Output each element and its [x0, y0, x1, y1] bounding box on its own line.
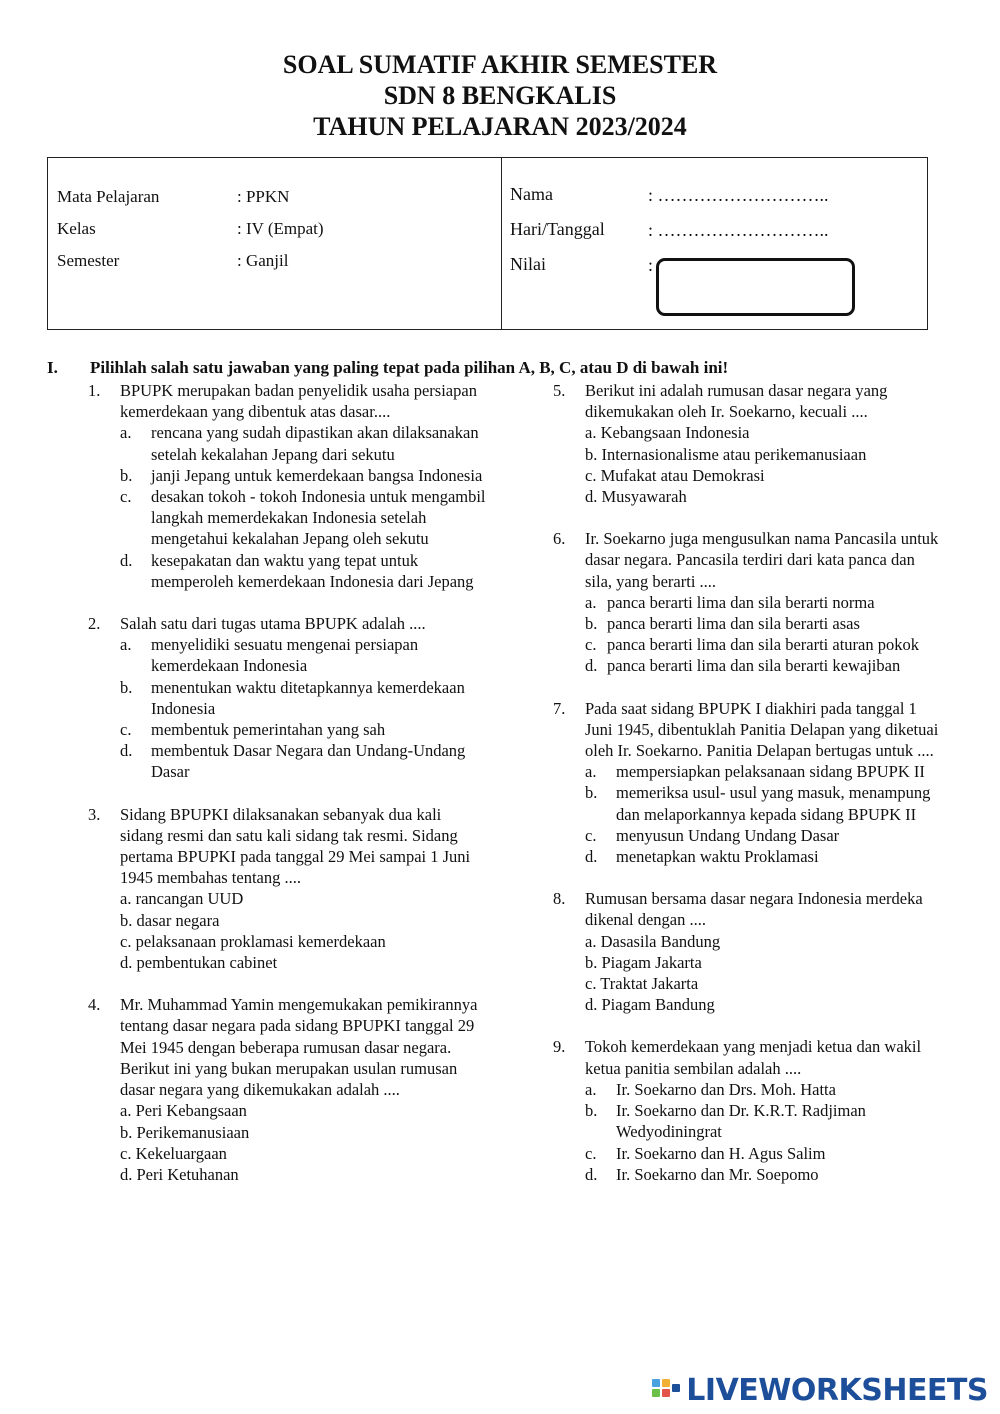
- questions-left-column: [88, 380, 488, 1206]
- option-a[interactable]: a. rancangan UUD: [120, 889, 244, 909]
- question-text: Tokoh kemerdekaan yang menjadi ketua dan wakil ketua panitia sembilan adalah ....: [585, 1037, 922, 1078]
- liveworksheets-footer: [652, 1372, 988, 1408]
- question-5: [553, 380, 945, 507]
- title-line-1: SOAL SUMATIF AKHIR SEMESTER: [282, 50, 718, 79]
- option-c[interactable]: c. pelaksanaan proklamasi kemerdekaan: [120, 931, 386, 951]
- question-text: BPUPK merupakan badan penyelidik usaha persiapan kemerdekaan yang dibentuk atas dasar....: [120, 381, 477, 422]
- option-b[interactable]: b. Ir. Soekarno dan Dr. K.R.T. Radjiman Wedyodiningrat: [585, 1101, 866, 1142]
- option-a[interactable]: a. menyelidiki sesuatu mengenai persiapan kemerdekaan Indonesia: [120, 635, 419, 676]
- info-divider: [501, 158, 502, 329]
- option-b[interactable]: b. dasar negara: [120, 910, 220, 930]
- question-number: 4.: [88, 995, 101, 1015]
- subject-label: Mata Pelajaran: [57, 187, 160, 206]
- question-text: Ir. Soekarno juga mengusulkan nama Pancasila untuk dasar negara. Pancasila terdiri dari kata panca dan sila, yang berarti ....: [585, 529, 939, 591]
- option-d[interactable]: d. Ir. Soekarno dan Mr. Soepomo: [585, 1164, 819, 1184]
- question-text: Sidang BPUPKI dilaksanakan sebanyak dua kali sidang resmi dan satu kali sidang tak resmi. Sidang pertama BPUPKI pada tanggal 29 Mei sampai 1 Juni 1945 membahas tentang ....: [120, 804, 471, 888]
- option-a[interactable]: a. Kebangsaan Indonesia: [585, 423, 750, 443]
- question-number: 6.: [553, 529, 566, 549]
- option-d[interactable]: d. menetapkan waktu Proklamasi: [585, 847, 819, 867]
- question-text: Pada saat sidang BPUPK I diakhiri pada tanggal 1 Juni 1945, dibentuklah Panitia Delapan yang diketuai oleh Ir. Soekarno. Panitia Delapan bertugas untuk ....: [585, 698, 939, 761]
- question-8: [553, 888, 945, 1015]
- option-b[interactable]: b. Internasionalisme atau perikemanusiaan: [585, 444, 867, 464]
- option-c[interactable]: c. menyusun Undang Undang Dasar: [585, 825, 840, 845]
- question-number: 5.: [553, 381, 566, 400]
- score-box[interactable]: [656, 258, 855, 316]
- option-b[interactable]: b. Perikemanusiaan: [120, 1122, 250, 1142]
- score-colon: :: [648, 255, 654, 275]
- option-c[interactable]: c. Mufakat atau Demokrasi: [585, 465, 765, 485]
- option-d[interactable]: d. pembentukan cabinet: [120, 953, 278, 973]
- class-value: : IV (Empat): [237, 219, 324, 238]
- option-d[interactable]: d. Musyawarah: [585, 487, 687, 507]
- name-label: Nama: [510, 184, 553, 204]
- question-number: 2.: [88, 614, 101, 634]
- option-c[interactable]: c. Kekeluargaan: [120, 1143, 227, 1163]
- question-text: Berikut ini adalah rumusan dasar negara yang dikemukakan oleh Ir. Soekarno, kecuali ....: [585, 381, 888, 422]
- option-d[interactable]: d. kesepakatan dan waktu yang tepat untuk memperoleh kemerdekaan Indonesia dari Jepang: [120, 550, 474, 591]
- option-c[interactable]: c. Traktat Jakarta: [585, 974, 699, 994]
- option-a[interactable]: a. mempersiapkan pelaksanaan sidang BPUPK II: [585, 762, 925, 782]
- option-b[interactable]: b. panca berarti lima dan sila berarti asas: [585, 614, 860, 634]
- question-4: [88, 994, 488, 1185]
- student-info-box: [47, 157, 928, 330]
- date-label: Hari/Tanggal: [510, 219, 605, 239]
- section-number: I.: [47, 358, 58, 377]
- semester-label: Semester: [57, 251, 120, 270]
- question-number: 9.: [553, 1037, 566, 1057]
- liveworksheets-logo-icon: [652, 1375, 682, 1405]
- option-a[interactable]: a. Peri Kebangsaan: [120, 1101, 247, 1121]
- liveworksheets-brand: LIVEWORKSHEETS: [686, 1372, 988, 1408]
- question-2: [88, 613, 488, 783]
- option-c[interactable]: c. desakan tokoh - tokoh Indonesia untuk mengambil langkah memerdekakan Indonesia setelah mengetahui kekalahan Jepang oleh sekutu: [120, 487, 486, 549]
- option-b[interactable]: b. menentukan waktu ditetapkannya kemerdekaan Indonesia: [120, 677, 465, 718]
- option-b[interactable]: b. Piagam Jakarta: [585, 952, 702, 972]
- name-field[interactable]: : ………………………..: [648, 185, 829, 205]
- questions-right-column: [553, 380, 945, 1206]
- option-a[interactable]: a. rencana yang sudah dipastikan akan dilaksanakan setelah kekalahan Jepang dari sekutu: [120, 423, 479, 464]
- semester-value: : Ganjil: [237, 251, 289, 270]
- title-line-3: TAHUN PELAJARAN 2023/2024: [313, 112, 687, 141]
- option-a[interactable]: a. panca berarti lima dan sila berarti norma: [585, 592, 875, 612]
- option-a[interactable]: a. Ir. Soekarno dan Drs. Moh. Hatta: [585, 1079, 836, 1099]
- option-c[interactable]: c. Ir. Soekarno dan H. Agus Salim: [585, 1143, 826, 1163]
- question-text: Rumusan bersama dasar negara Indonesia merdeka dikenal dengan ....: [585, 889, 923, 930]
- question-number: 7.: [553, 698, 566, 718]
- option-a[interactable]: a. Dasasila Bandung: [585, 931, 721, 951]
- option-c[interactable]: c. panca berarti lima dan sila berarti aturan pokok: [585, 635, 919, 655]
- section-instruction-text: Pilihlah salah satu jawaban yang paling tepat pada pilihan A, B, C, atau D di bawah ini!: [90, 358, 729, 377]
- question-number: 8.: [553, 889, 566, 909]
- option-d[interactable]: d. membentuk Dasar Negara dan Undang-Undang Dasar: [120, 741, 466, 782]
- question-1: [88, 380, 488, 592]
- class-label: Kelas: [57, 219, 96, 238]
- option-d[interactable]: d. Peri Ketuhanan: [120, 1164, 239, 1184]
- question-7: [553, 698, 945, 868]
- subject-value: : PPKN: [237, 187, 290, 206]
- question-9: [553, 1036, 945, 1184]
- option-b[interactable]: b. memeriksa usul- usul yang masuk, menampung dan melaporkannya kepada sidang BPUPK II: [585, 783, 931, 824]
- question-number: 1.: [88, 381, 101, 400]
- question-text: Mr. Muhammad Yamin mengemukakan pemikirannya tentang dasar negara pada sidang BPUPKI tanggal 29 Mei 1945 dengan beberapa rumusan dasar negara. Berikut ini yang bukan merupakan usulan rumusan dasar negara yang dikemukakan adalah ....: [120, 995, 478, 1100]
- question-number: 3.: [88, 804, 101, 824]
- score-label: Nilai: [510, 254, 546, 274]
- date-field[interactable]: : ………………………..: [648, 220, 829, 240]
- title-line-2: SDN 8 BENGKALIS: [383, 81, 617, 110]
- question-3: [88, 804, 488, 974]
- question-6: [553, 528, 945, 676]
- question-text: Salah satu dari tugas utama BPUPK adalah ....: [120, 614, 426, 634]
- option-d[interactable]: d. Piagam Bandung: [585, 995, 715, 1015]
- option-c[interactable]: c. membentuk pemerintahan yang sah: [120, 720, 386, 740]
- option-d[interactable]: d. panca berarti lima dan sila berarti kewajiban: [585, 656, 901, 676]
- option-b[interactable]: b. janji Jepang untuk kemerdekaan bangsa Indonesia: [120, 465, 483, 485]
